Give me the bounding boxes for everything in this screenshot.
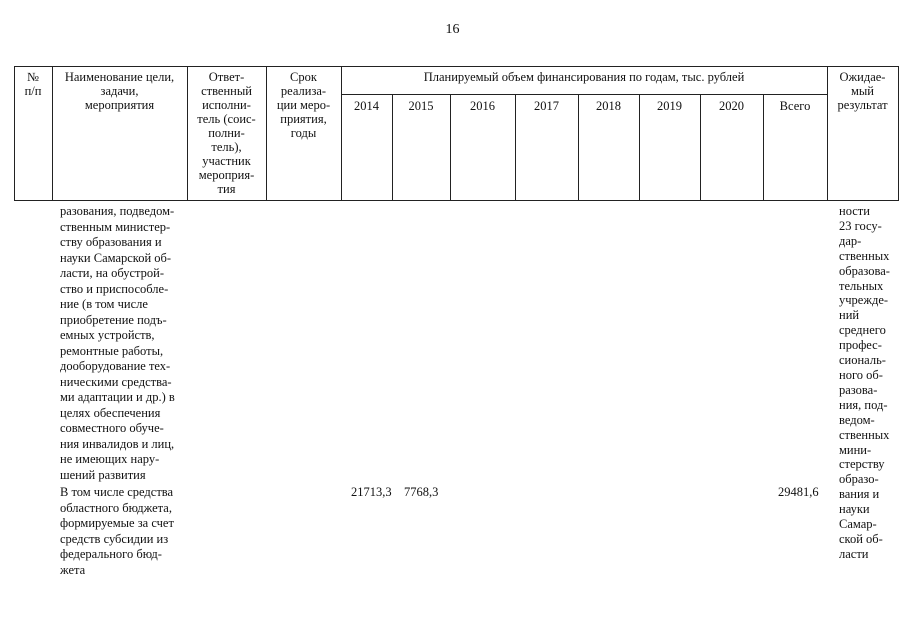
expected-result-text: ности 23 госу- дар- ственных образова- тельных учрежде- ний среднего профес- сиональ- ного об- разова- ния, под- ведом- ственных мини- стерству образо- вания и науки Самар- ской об- ласти bbox=[839, 204, 890, 561]
header-result: Ожидае- мый результат bbox=[837, 70, 888, 112]
header-funding: Планируемый объем финансирования по годам, тыс. рублей bbox=[423, 70, 745, 84]
header-term: Срок реализа- ции меро- приятия, годы bbox=[276, 70, 331, 140]
header-number: № п/п bbox=[24, 70, 42, 98]
header-executor: Ответ- ственный исполни- тель (соис- полни- тель), участник мероприя- тия bbox=[197, 70, 256, 196]
table-top-border bbox=[14, 66, 899, 67]
value-total: 29481,6 bbox=[778, 485, 819, 499]
header-year: 2015 bbox=[408, 99, 434, 113]
header-year: 2020 bbox=[719, 99, 744, 113]
value-2014: 21713,3 bbox=[351, 485, 392, 499]
funding-source-description: В том числе средства областного бюджета, формируемые за счет средств субсидии из федерального бюд- жета bbox=[60, 485, 174, 577]
header-bottom-border bbox=[14, 200, 899, 201]
header-year: 2019 bbox=[657, 99, 682, 113]
header-year: 2018 bbox=[596, 99, 621, 113]
header-year: 2017 bbox=[534, 99, 559, 113]
header-year: 2014 bbox=[354, 99, 379, 113]
page-number: 16 bbox=[445, 22, 460, 37]
col-divider bbox=[898, 66, 899, 201]
header-year: 2016 bbox=[470, 99, 495, 113]
value-2015: 7768,3 bbox=[404, 485, 439, 499]
activity-description: разования, подведом- ственным министер- ству образования и науки Самарской об- ласти, на обустрой- ство и приспособле- ние (в том числе приобретение подъ- емных устройств, ремонтные работы, дооборудование тех- ническими средства- ми адаптации и др.) в целях обеспечения совместного обуче- ния инвалидов и лиц, не имеющих нару- шений развития bbox=[60, 204, 175, 482]
header-total: Всего bbox=[779, 99, 811, 113]
header-name: Наименование цели, задачи, мероприятия bbox=[64, 70, 175, 112]
col-divider bbox=[341, 66, 342, 201]
years-row-divider bbox=[341, 94, 827, 95]
